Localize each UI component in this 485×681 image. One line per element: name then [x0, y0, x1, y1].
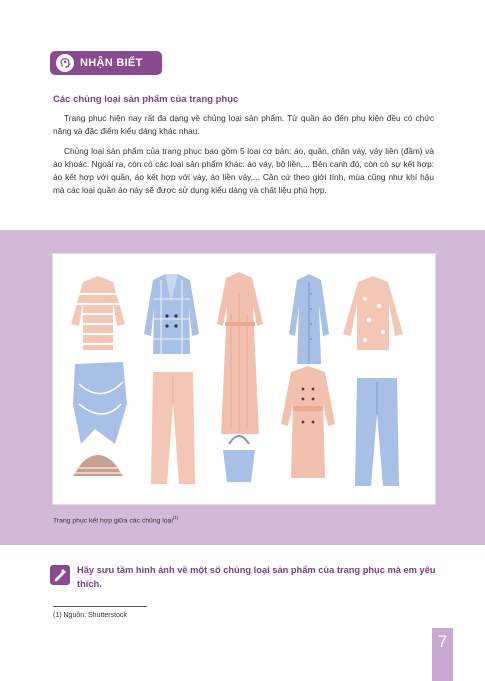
clothing-illustration: [52, 253, 436, 505]
pink-sweater-image: [343, 276, 403, 350]
figure-caption: Trang phục kết hợp giữa các chủng loại$^{(1)}$: [53, 515, 179, 525]
head-bulb-icon: [56, 54, 74, 72]
footnote-divider: [53, 606, 147, 607]
activity-text: Hãy sưu tầm hình ảnh về một số chủng loại sản phẩm của trang phục mà em yêu thích.: [77, 565, 436, 589]
bucket-hat-image: [73, 455, 123, 476]
activity-prompt: [50, 563, 445, 591]
pink-trousers-image: [151, 372, 195, 484]
section-title: Các chủng loại sản phẩm của trang phục: [53, 94, 239, 105]
writing-hand-icon: [50, 565, 70, 585]
badge-label: NHẬN BIẾT: [80, 57, 143, 69]
blue-shirt-image: [289, 274, 329, 364]
trench-coat-image: [281, 366, 335, 478]
long-coat-dress-image: [217, 272, 263, 434]
blue-jeans-image: [355, 378, 399, 486]
striped-sweater-image: [71, 276, 125, 350]
paragraph-2: Chủng loại sản phẩm của trang phục bao gồm 5 loại cơ bản: áo, quần, chân váy, váy liền (đầm) và áo khoác. Ngoài ra, còn có các loại sản phẩm khác: áo váy, bộ liền,... Bên cạnh đó, còn có sự kết hợp: áo kết hợp với quần, áo kết hợp với váy, áo liền váy,... Căn cứ theo giới tính, mùa cũng như khí hậu mà các loại quần áo này sẽ được sử dụng kiểu dáng và chất liệu phù hợp.: [53, 146, 434, 195]
tote-bag-image: [223, 436, 255, 482]
paragraph-1: Trang phục hiện nay rất đa dạng về chủng loại sản phẩm. Từ quần áo đến phụ kiện đều có chức năng và đặc điểm kiểu dáng khác nhau.: [53, 113, 434, 136]
page-number: 7: [437, 632, 448, 651]
footnote: (1) Nguồn: Shutterstock: [53, 612, 127, 619]
section-badge: [50, 51, 162, 75]
wrap-skirt-image: [73, 362, 127, 444]
plaid-blazer-image: [144, 274, 199, 354]
